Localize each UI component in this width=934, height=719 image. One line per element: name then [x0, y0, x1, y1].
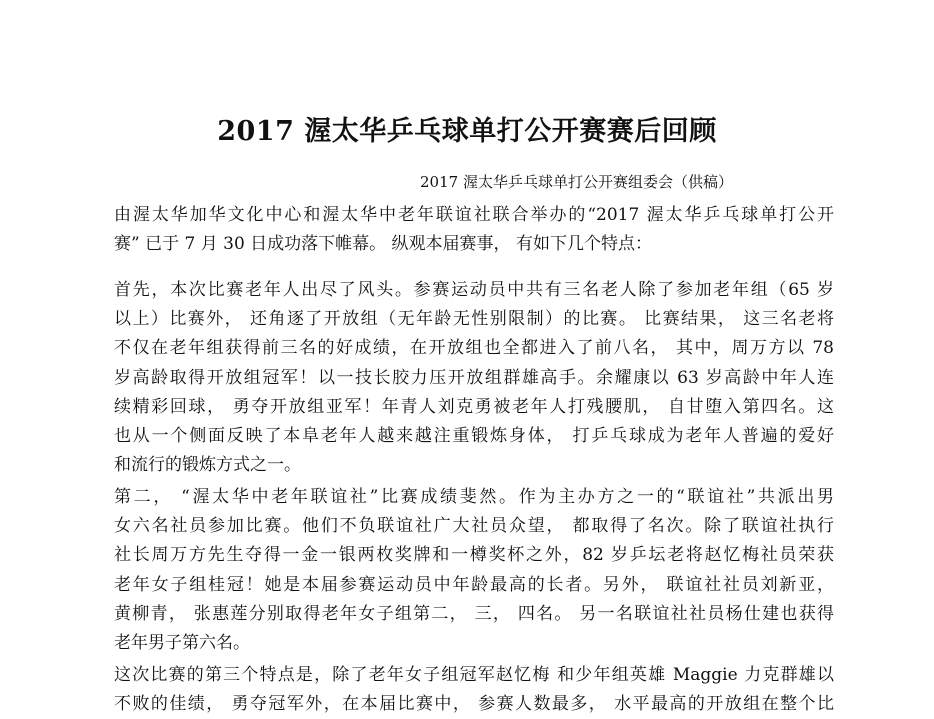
paragraph-line: 和流行的锻炼方式之一。 [114, 455, 301, 476]
paragraph-intro [114, 201, 834, 259]
paragraph-line: 首先，本次比赛老年人出尽了风头。参赛运动员中共有三名老人除了参加老年组（65 岁 [114, 280, 834, 300]
paragraph-third-point [114, 661, 834, 719]
document-title: 2017 渥太华乒乓球单打公开赛赛后回顾 [217, 116, 717, 147]
paragraph-line: 第二， “渥太华中老年联谊社”比赛成绩斐然。作为主办方之一的“联谊社”共派出男 [114, 487, 834, 507]
paragraph-line: 岁高龄取得开放组冠军！以一技长胶力压开放组群雄高手。余耀康以 63 岁高龄中年人连 [114, 367, 834, 388]
paragraph-second-point [114, 483, 834, 658]
document-byline: 2017 渥太华乒乓球单打公开赛组委会（供稿） [420, 173, 733, 191]
paragraph-line: 老年女子组桂冠！她是本届参赛运动员中年龄最高的长者。另外， 联谊社社员刘新亚， [114, 574, 834, 595]
paragraph-line: 赛” 已于 7 月 30 日成功落下帷幕。 纵观本届赛事， 有如下几个特点： [114, 234, 652, 255]
paragraph-line: 社长周万方先生夺得一金一银两枚奖牌和一樽奖杯之外，82 岁乒坛老将赵忆梅社员荣获 [114, 545, 834, 566]
paragraph-first-point [114, 276, 834, 480]
paragraph-line: 女六名社员参加比赛。他们不负联谊社广大社员众望， 都取得了名次。除了联谊社执行 [114, 516, 834, 537]
paragraph-line: 以上）比赛外， 还角逐了开放组（无年龄无性别限制）的比赛。 比赛结果， 这三名老将 [114, 309, 834, 330]
paragraph-line: 也从一个侧面反映了本阜老年人越来越注重锻炼身体， 打乒乓球成为老年人普遍的爱好 [114, 425, 834, 446]
paragraph-line: 续精彩回球， 勇夺开放组亚军！年青人刘克勇被老年人打残腰肌， 自甘堕入第四名。这 [114, 396, 834, 417]
paragraph-line: 由渥太华加华文化中心和渥太华中老年联谊社联合举办的“2017 渥太华乒乓球单打公开 [114, 205, 834, 225]
paragraph-line: 老年男子第六名。 [114, 632, 250, 653]
paragraph-line: 这次比赛的第三个特点是，除了老年女子组冠军赵忆梅 和少年组英雄 Maggie 力克群雄以 [114, 665, 834, 685]
paragraph-line: 不仅在老年组获得前三名的好成绩，在开放组也全都进入了前八名， 其中，周万方以 78 [114, 338, 834, 359]
paragraph-line: 不败的佳绩， 勇夺冠军外，在本届比赛中， 参赛人数最多， 水平最高的开放组在整个比 [114, 694, 834, 715]
paragraph-line: 黄柳青， 张惠莲分别取得老年女子组第二， 三， 四名。 另一名联谊社社员杨仕建也获得 [114, 603, 834, 624]
